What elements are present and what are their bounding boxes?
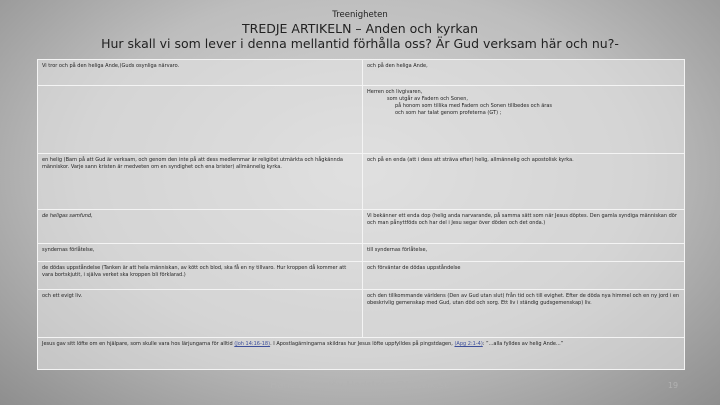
table-cell: och ett evigt liv.: [38, 290, 363, 338]
table-cell: och på den heliga Ande,: [363, 60, 685, 86]
table-cell: de heligas samfund,: [38, 210, 363, 244]
table-row: [38, 338, 685, 370]
table-row: [38, 210, 685, 244]
table-cell: [363, 86, 685, 154]
table-cell: [38, 338, 685, 370]
table-cell: [38, 86, 363, 154]
table-cell: och förväntar de dödas uppståndelse: [363, 262, 685, 290]
creed-line: och som har talat genom profeterna (GT) ;: [395, 110, 502, 116]
page-number: 19: [667, 381, 679, 390]
scripture-reference-link[interactable]: (Joh 14:16-18): [234, 341, 271, 347]
table-row: [38, 290, 685, 338]
creed-line: på honom som tillika med Fadern och Sonen tillbedes och äras: [395, 103, 552, 109]
table-cell: och på en enda (att i dess att sträva efter) helig, allmännelig och apostolisk kyrka.: [363, 154, 685, 210]
table-row: [38, 262, 685, 290]
table-cell: till syndernas förlåtelse,: [363, 244, 685, 262]
scripture-reference-link[interactable]: (Apg 2:1-4): [454, 341, 483, 347]
footnote-text: : ”...alla fylldes av helig Ande...”: [482, 341, 564, 347]
table-cell: de dödas uppståndelse (Tanken är att hela människan, av kött och blod, ska få en ny tillvaro. Hur kroppen då kommer att vara bortskjutit, i själva verket ska kroppen bli förklarad.): [38, 262, 363, 290]
table-row: [38, 86, 685, 154]
footer-contact: Hans Rosenlöv Hedström@Lutvik.se: [269, 380, 451, 391]
slide-kicker: Treenigheten: [332, 10, 388, 20]
slide-question: Hur skall vi som lever i denna mellantid förhålla oss? Är Gud verksam här och nu?-: [101, 36, 619, 51]
creed-line: Herren och livgivaren,: [367, 89, 423, 95]
table-cell: en helig (Barn på att Gud är verksam, och genom den inte på att dess medlemmar är religiöst utmärkta och hågkännda människor. Varje sann kristen är medveten om en syndighet och ena brister) allmännelig kyrka.: [38, 154, 363, 210]
creed-comparison-table: [37, 59, 685, 370]
table-cell: Vi bekänner ett enda dop (helig anda narvarande, på samma sätt som när Jesus döptes. Den gamla syndiga människan dör och man pånyttföds och har del i Jesu segar över döden och det onda.): [363, 210, 685, 244]
table-row: [38, 244, 685, 262]
footnote-text: . I Apostlagärningarna skildras hur Jesus löfte uppfylldes på pingstdagen,: [270, 341, 453, 347]
table-cell: Vi tror och på den heliga Ande,(Guds osynliga närvaro.: [38, 60, 363, 86]
footnote-text: Jesus gav sitt löfte om en hjälpare, som skulle vara hos lärjungarna för alltid: [42, 341, 233, 347]
table-cell: och den tillkommande världens (Den av Gud utan slut) från tid och till evighet. Efter de döda nya himmel och en ny jord i en obeskrivlig gemenskap med Gud, utan död och sorg. Ett liv i ständig gudsgemenskap) liv.: [363, 290, 685, 338]
creed-line: som utgår av Fadern och Sonen,: [387, 96, 469, 102]
table-row: [38, 154, 685, 210]
table-cell: syndernas förlåtelse,: [38, 244, 363, 262]
slide-header: [0, 0, 720, 52]
table-row: [38, 60, 685, 86]
slide-title: TREDJE ARTIKELN – Anden och kyrkan: [242, 21, 478, 36]
